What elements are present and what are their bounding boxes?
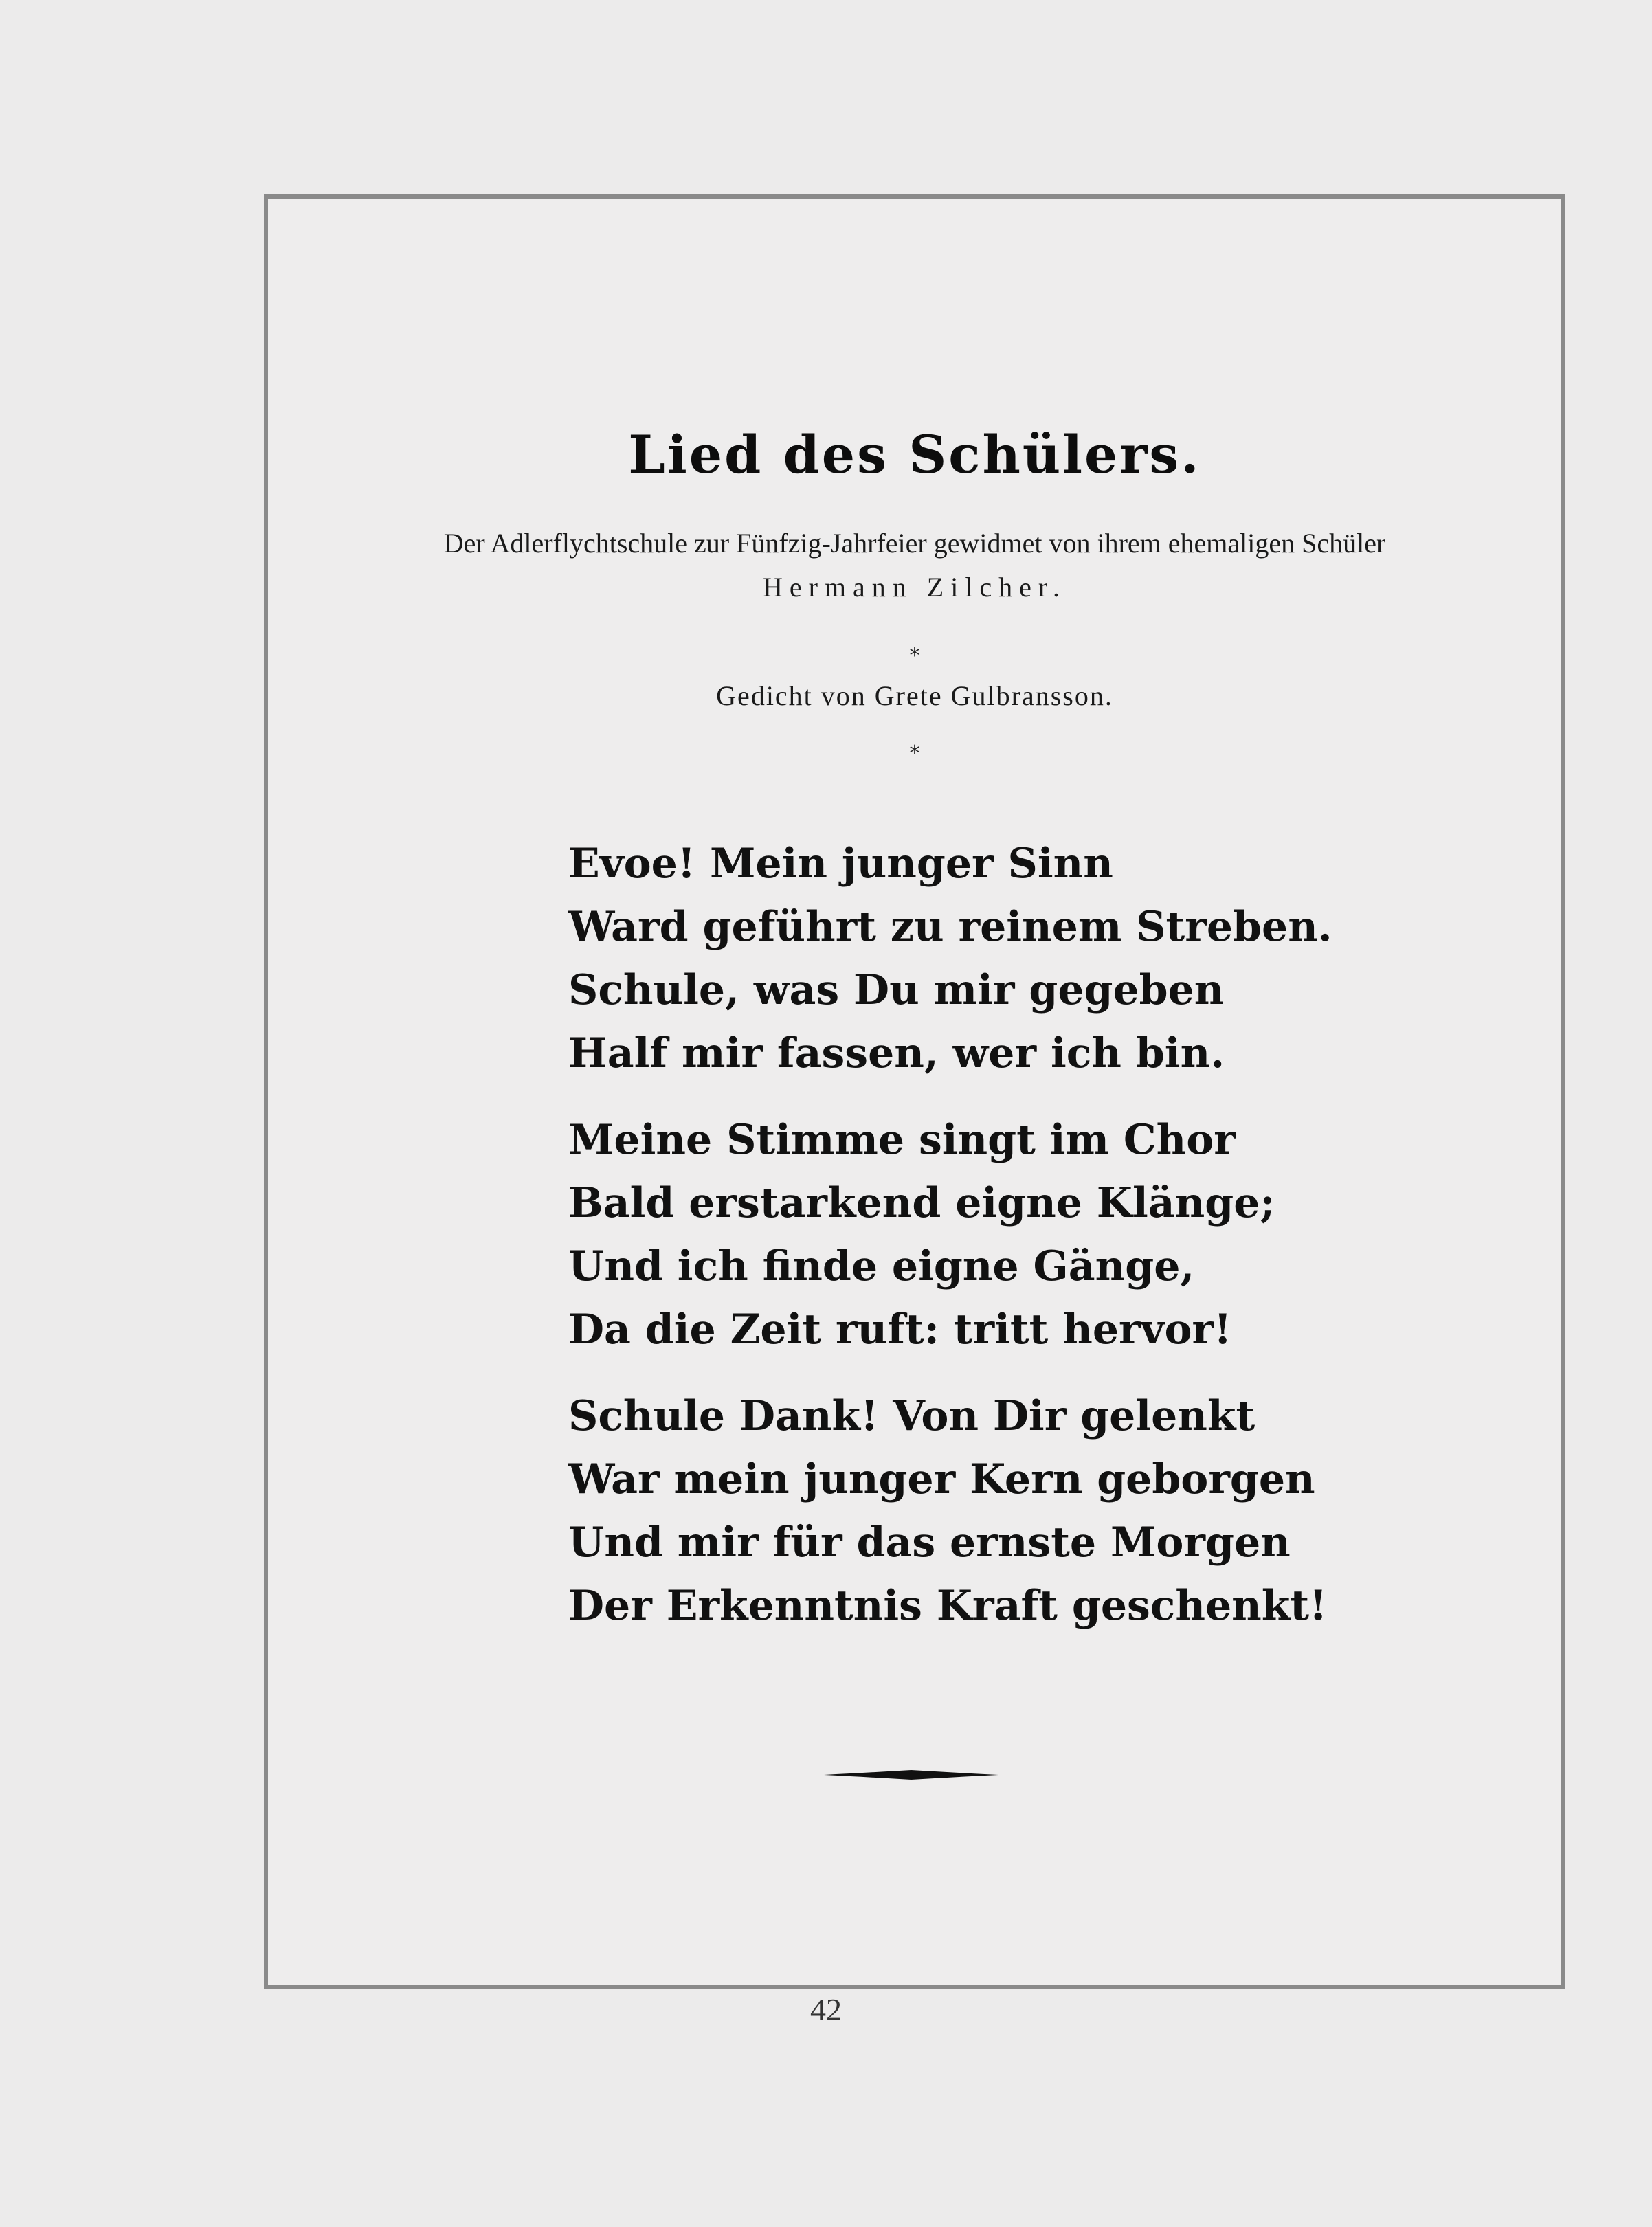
page-number: 42 [810,1992,842,2027]
stanza-1 [568,832,1462,1085]
verse-line: Half mir fassen, wer ich bin. [568,1029,1225,1077]
verse-line: Da die Zeit ruft: tritt hervor! [568,1306,1232,1354]
verse-line: Bald erstarkend eigne Klänge; [568,1179,1275,1227]
dedication [295,522,1534,609]
verse-line: Schule, was Du mir gegeben [568,966,1225,1014]
verse-line: Der Erkenntnis Kraft geschenkt! [568,1582,1328,1630]
stanza-2 [568,1108,1462,1361]
page-frame [264,194,1565,1989]
poem-title: Lied des Schülers. [628,424,1201,485]
ornamental-rule-icon [824,1767,998,1783]
verse-line: Und mir für das ernste Morgen [568,1519,1291,1567]
asterisk-separator: * [909,741,920,765]
poem-body [568,832,1462,1661]
verse-line: Meine Stimme singt im Chor [568,1116,1236,1164]
verse-line: War mein junger Kern geborgen [568,1455,1315,1503]
verse-line: Ward geführt zu reinem Streben. [568,903,1332,951]
asterisk-separator: * [909,644,920,668]
verse-line: Schule Dank! Von Dir gelenkt [568,1392,1255,1440]
dedication-line-2: Hermann Zilcher. [762,572,1067,603]
verse-line: Evoe! Mein junger Sinn [568,840,1113,888]
dedication-line-1: Der Adlerflychtschule zur Fünfzig-Jahrfeier gewidmet von ihrem ehemaligen Schüler [443,528,1386,559]
stanza-3 [568,1385,1462,1637]
poet-credit: Gedicht von Grete Gulbransson. [716,680,1113,711]
verse-line: Und ich finde eigne Gänge, [568,1242,1195,1290]
